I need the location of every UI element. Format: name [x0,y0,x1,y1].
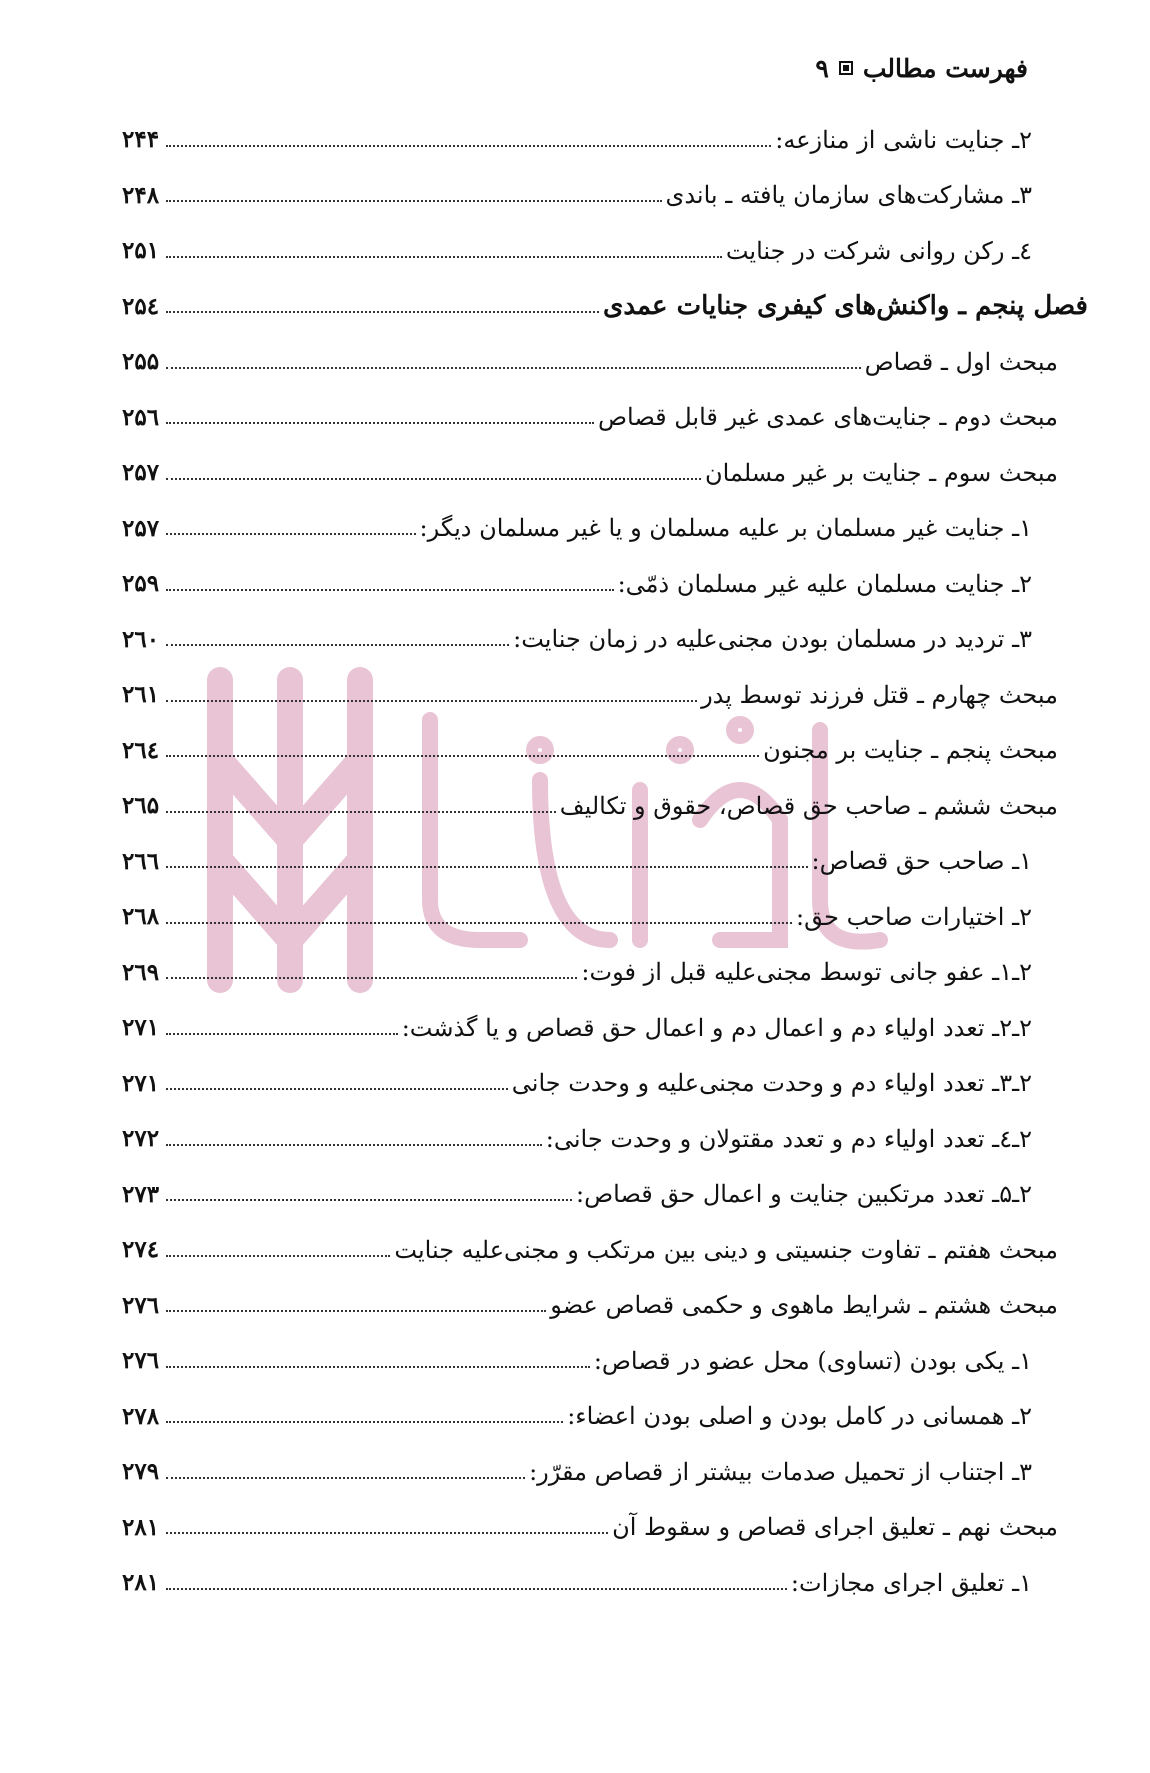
toc-entry-title: ۲ـ همسانی در کامل بودن و اصلی بودن اعضاء: [567,1402,1032,1431]
toc-entry-page: ۲٦٦ [122,847,160,875]
toc-entry-page: ۲۷٦ [122,1291,160,1319]
toc-entry [122,612,1058,668]
toc-entry-title: ۳ـ تردید در مسلمان بودن مجنی‌علیه در زمان جنایت: [513,625,1032,654]
toc-entry-page: ۲۵۱ [122,237,160,265]
toc-entry [122,1222,1058,1278]
dot-leader [166,1144,542,1146]
toc-entry-page: ۲۸۱ [122,1513,160,1541]
toc-entry [122,667,1058,723]
toc-entry [122,556,1058,612]
toc-entry-page: ۲۷۱ [122,1069,160,1097]
toc-entry-page: ۲۵۵ [122,348,160,376]
toc-entry-title: مبحث پنجم ـ جنایت بر مجنون [763,736,1058,765]
toc-entry [122,778,1058,834]
toc-entry [122,501,1058,557]
dot-leader [166,256,722,258]
toc-entry-page: ۲۵۹ [122,570,160,598]
toc-entry-title: ۱ـ صاحب حق قصاص: [811,847,1032,876]
toc-entry [122,1444,1058,1500]
toc-entry-title: ۱ـ جنایت غیر مسلمان بر علیه مسلمان و یا غیر مسلمان دیگر: [419,514,1032,543]
toc-entry-page: ۲۷٦ [122,1347,160,1375]
toc-entry [122,1333,1058,1389]
toc-entry [122,1555,1058,1611]
toc-entry [122,723,1058,779]
dot-leader [166,1255,390,1257]
toc-entry-title: مبحث دوم ـ جنایت‌های عمدی غیر قابل قصاص [598,403,1058,432]
dot-leader [166,1477,525,1479]
toc-entry-title: ۲ـ۲ـ تعدد اولیاء دم و اعمال دم و اعمال حق قصاص و یا گذشت: [401,1013,1032,1042]
toc-entry [122,1278,1058,1334]
header-page-number: ۹ [815,53,829,83]
toc-entry-title: مبحث نهم ـ تعلیق اجرای قصاص و سقوط آن [612,1513,1058,1542]
toc-entry [122,1167,1058,1223]
toc-entry [122,889,1058,945]
header-title: فهرست مطالب [862,53,1028,83]
toc-entry [122,390,1058,446]
toc-entry-title: ۲ـ۵ـ تعدد مرتکبین جنایت و اعمال حق قصاص: [576,1180,1032,1209]
dot-leader [166,200,662,202]
toc-entry-title: فصل پنجم ـ واکنش‌های کیفری جنایات عمدی [603,291,1088,322]
toc-entry [122,945,1058,1001]
toc-entry [122,112,1058,168]
dot-leader [166,589,614,591]
toc-entry-title: مبحث اول ـ قصاص [864,347,1058,376]
toc-entry [122,1389,1058,1445]
toc-entry-page: ۲٦۱ [122,681,160,709]
square-bullet-icon [839,61,853,75]
toc-entry-title: ۳ـ مشارکت‌های سازمان یافته ـ باندی [665,181,1032,210]
toc-entry-title: ۲ـ جنایت مسلمان علیه غیر مسلمان ذمّی: [617,569,1032,598]
toc-entry-title: ۳ـ اجتناب از تحمیل صدمات بیشتر از قصاص مقرّر: [529,1457,1032,1486]
toc-entry [122,445,1058,501]
toc-entry-page: ۲٦٤ [122,736,160,764]
dot-leader [166,533,416,535]
toc-entry-title: ۱ـ یکی بودن (تساوی) محل عضو در قصاص: [593,1346,1032,1375]
dot-leader [166,700,697,702]
dot-leader [166,811,556,813]
toc-entry [122,1056,1058,1112]
toc-entry-page: ۲۴۴ [122,126,160,154]
toc-entry-page: ۲۵۷ [122,514,160,542]
toc-entry-title: مبحث ششم ـ صاحب حق قصاص، حقوق و تکالیف [559,791,1058,820]
dot-leader [166,1310,546,1312]
toc-entry-title: مبحث هفتم ـ تفاوت جنسیتی و دینی بین مرتکب و مجنی‌علیه جنایت [394,1235,1058,1264]
running-header [122,48,1028,88]
dot-leader [166,1199,572,1201]
toc-entry-title: مبحث سوم ـ جنایت بر غیر مسلمان [705,458,1058,487]
toc-entry [122,223,1058,279]
toc-entry-page: ۲۷۳ [122,1180,160,1208]
toc-entry-page: ۲۴۸ [122,181,160,209]
toc-entry [122,1500,1058,1556]
dot-leader [166,1366,590,1368]
toc-entry-page: ۲۵٦ [122,403,160,431]
chapter-heading-row [122,279,1088,335]
dot-leader [166,367,861,369]
dot-leader [166,1588,787,1590]
dot-leader [166,644,509,646]
toc-entry-page: ۲٦۹ [122,958,160,986]
toc-entry-title: ۲ـ۱ـ عفو جانی توسط مجنی‌علیه قبل از فوت: [581,958,1032,987]
dot-leader [166,1532,608,1534]
dot-leader [166,866,808,868]
toc-entry-page: ۲٦۵ [122,792,160,820]
table-of-contents [122,112,1088,1611]
toc-entry-title: ۱ـ تعلیق اجرای مجازات: [790,1568,1032,1597]
toc-entry [122,334,1058,390]
toc-entry-page: ۲۷۸ [122,1402,160,1430]
toc-entry-title: ۲ـ جنایت ناشی از منازعه: [775,125,1032,154]
toc-entry-title: ٤ـ رکن روانی شرکت در جنایت [725,236,1032,265]
toc-entry [122,1111,1058,1167]
dot-leader [166,422,594,424]
dot-leader [166,145,771,147]
dot-leader [166,478,701,480]
dot-leader [166,1033,398,1035]
toc-entry [122,1000,1058,1056]
toc-entry-page: ۲٦۰ [122,625,160,653]
toc-entry-page: ۲٦۸ [122,903,160,931]
dot-leader [166,922,792,924]
dot-leader [166,1088,508,1090]
toc-entry-page: ۲۵٤ [122,292,160,320]
toc-entry-title: مبحث هشتم ـ شرایط ماهوی و حکمی قصاص عضو [550,1291,1058,1320]
dot-leader [166,977,577,979]
toc-entry-page: ۲۷۱ [122,1014,160,1042]
toc-entry-title: مبحث چهارم ـ قتل فرزند توسط پدر [701,680,1058,709]
dot-leader [166,755,759,757]
toc-entry-page: ۲۷۹ [122,1458,160,1486]
toc-entry-title: ۲ـ٤ـ تعدد اولیاء دم و تعدد مقتولان و وحدت جانی: [545,1124,1032,1153]
dot-leader [166,1421,563,1423]
toc-entry-page: ۲۷٤ [122,1236,160,1264]
toc-entry-page: ۲۵۷ [122,459,160,487]
toc-entry-page: ۲۷۲ [122,1125,160,1153]
toc-entry-title: ۲ـ اختیارات صاحب حق: [796,902,1032,931]
toc-entry [122,168,1058,224]
toc-entry [122,834,1058,890]
dot-leader [166,311,599,313]
toc-entry-page: ۲۸۱ [122,1569,160,1597]
toc-entry-title: ۲ـ۳ـ تعدد اولیاء دم و وحدت مجنی‌علیه و وحدت جانی [511,1069,1032,1098]
